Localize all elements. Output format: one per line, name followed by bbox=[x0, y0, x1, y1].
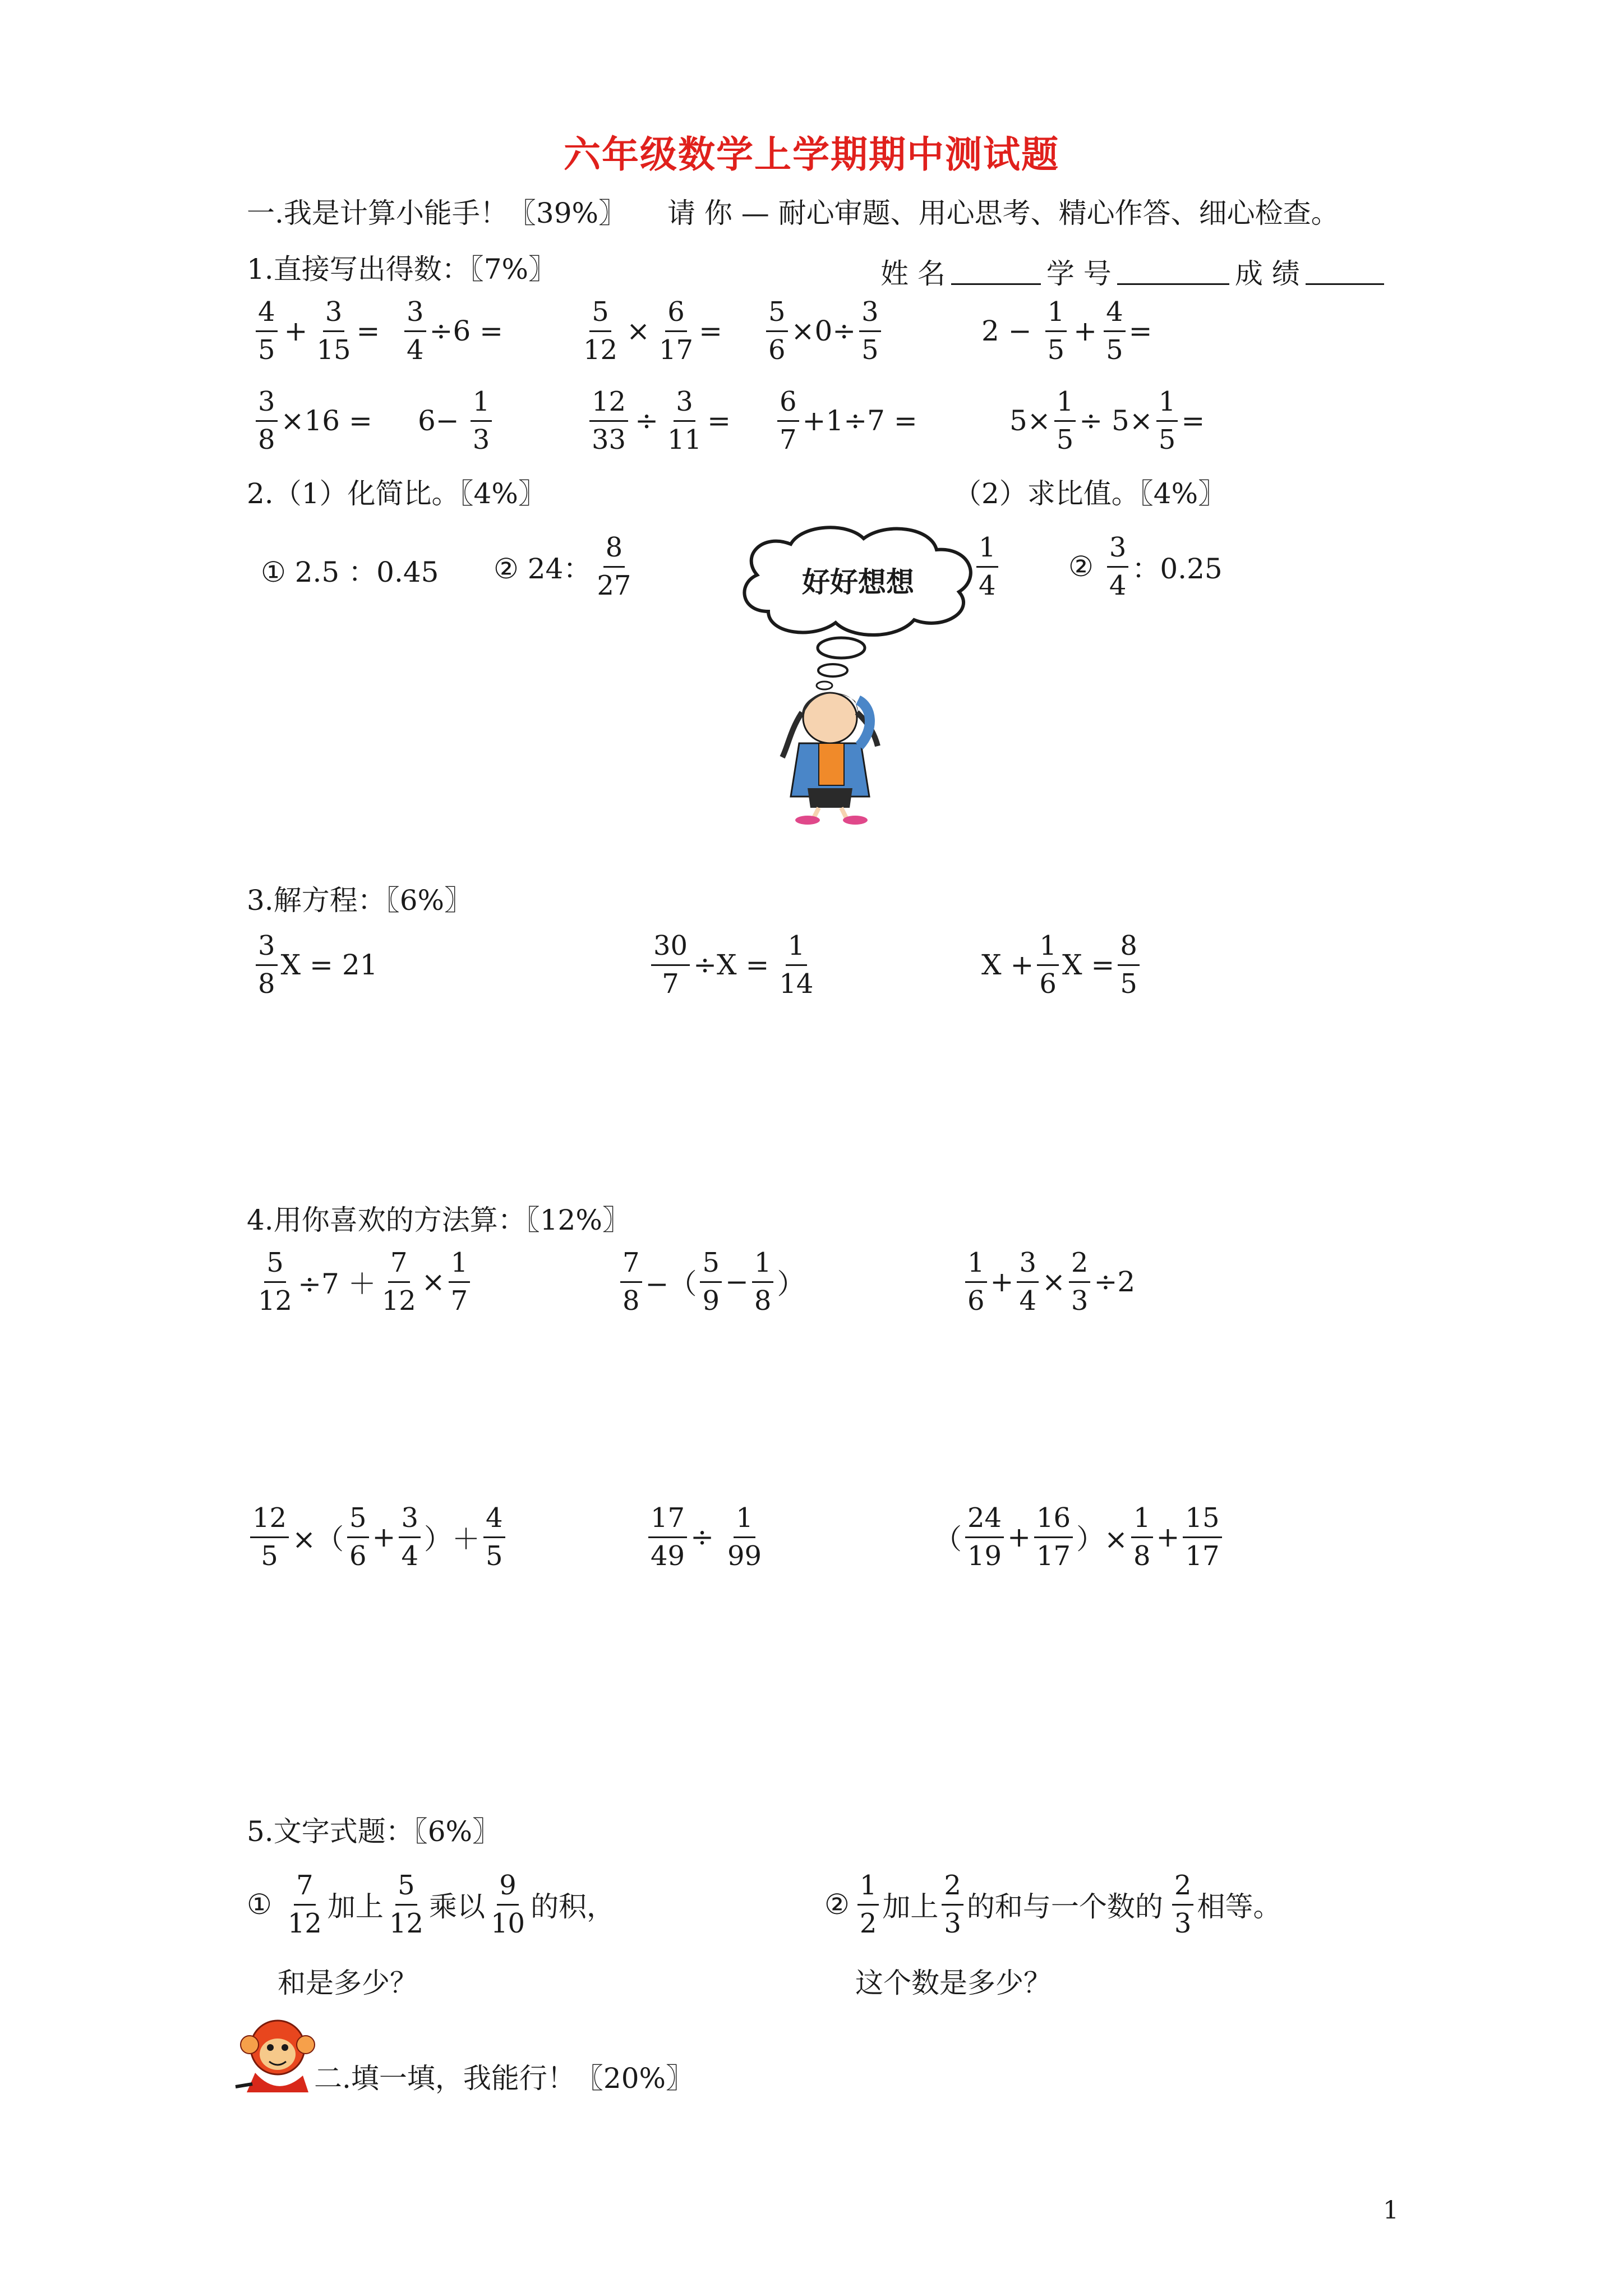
q5-w2-question: 这个数是多少？ bbox=[855, 1967, 1052, 1999]
q1-eq5 bbox=[981, 297, 1152, 365]
score-label: 成 绩 bbox=[1234, 257, 1300, 290]
numerator: 3 bbox=[1017, 1248, 1039, 1283]
expression-text: ÷ 5× bbox=[1079, 404, 1153, 438]
q4-p2 bbox=[617, 1248, 805, 1316]
expression-text: ① bbox=[247, 1888, 272, 1921]
q1-eq3 bbox=[578, 297, 722, 365]
q1-eq2 bbox=[401, 297, 503, 365]
denominator: 6 bbox=[768, 334, 786, 366]
fraction bbox=[857, 1871, 879, 1939]
numerator: 3 bbox=[674, 387, 695, 422]
fraction bbox=[1104, 297, 1126, 365]
numerator: 1 bbox=[449, 1248, 471, 1283]
fraction bbox=[965, 1248, 987, 1316]
denominator: 2 bbox=[859, 1907, 877, 1939]
denominator: 4 bbox=[401, 1540, 418, 1572]
denominator: 5 bbox=[861, 334, 879, 366]
numerator: 1 bbox=[786, 931, 808, 966]
fraction bbox=[752, 1248, 774, 1316]
q1-eq1 bbox=[252, 297, 380, 365]
fraction bbox=[1172, 1871, 1194, 1939]
denominator: 7 bbox=[780, 424, 797, 455]
denominator: 10 bbox=[490, 1907, 525, 1939]
fraction bbox=[404, 297, 426, 365]
monkey-mascot-icon bbox=[230, 2014, 325, 2098]
denominator: 8 bbox=[258, 424, 275, 455]
fraction bbox=[594, 533, 633, 601]
fraction bbox=[648, 1503, 687, 1571]
q1-eq7 bbox=[418, 387, 495, 455]
expression-text: 相等。 bbox=[1197, 1890, 1281, 1924]
numerator: 9 bbox=[497, 1871, 519, 1906]
q3-heading: 3.解方程：〖6%〗 bbox=[247, 884, 473, 917]
q1-eq10 bbox=[1009, 387, 1205, 455]
q1-eq4 bbox=[763, 297, 884, 365]
numerator: 24 bbox=[965, 1503, 1004, 1538]
fraction bbox=[942, 1871, 963, 1939]
fraction bbox=[380, 1248, 418, 1316]
denominator: 17 bbox=[1185, 1540, 1220, 1572]
fraction bbox=[399, 1503, 421, 1571]
expression-text: X + bbox=[981, 949, 1034, 982]
numerator: 1 bbox=[1054, 387, 1076, 422]
numerator: 4 bbox=[256, 297, 278, 332]
fraction bbox=[777, 931, 815, 999]
numerator: 3 bbox=[256, 387, 278, 422]
q4-p5 bbox=[645, 1503, 767, 1571]
expression-text: = bbox=[1128, 315, 1152, 348]
expression-text: + bbox=[990, 1266, 1014, 1299]
denominator: 12 bbox=[287, 1907, 322, 1939]
expression-text: = bbox=[356, 315, 380, 348]
numerator: 1 bbox=[857, 1871, 879, 1906]
q5-w2 bbox=[824, 1871, 1281, 1939]
numerator: 7 bbox=[388, 1248, 410, 1283]
denominator: 3 bbox=[944, 1907, 961, 1939]
numerator: 2 bbox=[1172, 1871, 1194, 1906]
expression-text: = bbox=[707, 404, 731, 438]
denominator: 4 bbox=[1109, 569, 1127, 601]
denominator: 49 bbox=[651, 1540, 685, 1572]
denominator: 4 bbox=[979, 569, 996, 601]
expression-text: ② 24： bbox=[494, 553, 592, 586]
denominator: 5 bbox=[1120, 968, 1137, 1000]
motto-text: 请 你 — 耐心审题、用心思考、精心作答、细心检查。 bbox=[667, 197, 1339, 229]
q4-heading: 4.用你喜欢的方法算：〖12%〗 bbox=[247, 1204, 630, 1236]
fraction bbox=[1118, 931, 1140, 999]
numerator: 3 bbox=[859, 297, 881, 332]
expression-text: = bbox=[1181, 404, 1205, 438]
q4-p3 bbox=[962, 1248, 1135, 1316]
section2-heading: 二.填一填，我能行！〖20%〗 bbox=[314, 2062, 694, 2095]
q4-p6 bbox=[934, 1503, 1225, 1571]
q5-w1 bbox=[247, 1871, 615, 1939]
denominator: 8 bbox=[258, 968, 275, 1000]
fraction bbox=[449, 1248, 471, 1316]
q3-e3 bbox=[981, 931, 1143, 999]
expression-text: −（ bbox=[645, 1268, 697, 1301]
denominator: 8 bbox=[1133, 1540, 1151, 1572]
name-blank[interactable] bbox=[951, 259, 1041, 285]
numerator: 1 bbox=[734, 1503, 755, 1538]
fraction bbox=[1054, 387, 1076, 455]
numerator: 2 bbox=[942, 1871, 963, 1906]
numerator: 7 bbox=[620, 1248, 642, 1283]
numerator: 3 bbox=[399, 1503, 421, 1538]
expression-text: + bbox=[372, 1521, 396, 1554]
numerator: 4 bbox=[483, 1503, 505, 1538]
expression-text: 6− bbox=[418, 404, 459, 438]
q2-a2 bbox=[494, 533, 637, 601]
expression-text: +1÷7 = bbox=[802, 404, 917, 438]
q5-heading: 5.文字式题：〖6%〗 bbox=[247, 1815, 501, 1848]
fraction bbox=[387, 1871, 426, 1939]
denominator: 19 bbox=[967, 1540, 1002, 1572]
denominator: 3 bbox=[1174, 1907, 1192, 1939]
expression-text: ）× bbox=[1076, 1523, 1128, 1556]
denominator: 12 bbox=[583, 334, 618, 366]
numerator: 1 bbox=[471, 387, 492, 422]
numerator: 5 bbox=[395, 1871, 417, 1906]
denominator: 5 bbox=[1106, 334, 1123, 366]
expression-text: 加上 bbox=[882, 1890, 939, 1924]
numerator: 1 bbox=[1045, 297, 1067, 332]
fraction bbox=[1037, 931, 1059, 999]
bubble-dot bbox=[817, 682, 832, 689]
q4-p4 bbox=[247, 1503, 509, 1571]
expression-text: ×16 = bbox=[280, 404, 372, 438]
numerator: 12 bbox=[250, 1503, 289, 1538]
denominator: 5 bbox=[1158, 424, 1176, 455]
expression-text: 2 − bbox=[981, 315, 1032, 348]
denominator: 7 bbox=[450, 1285, 468, 1317]
q2-b2 bbox=[1068, 533, 1223, 601]
expression-text: + bbox=[1156, 1521, 1180, 1554]
section1-heading: 一.我是计算小能手！〖39%〗 bbox=[247, 197, 627, 229]
denominator: 3 bbox=[472, 424, 490, 455]
expression-text: − bbox=[725, 1266, 749, 1299]
denominator: 27 bbox=[597, 569, 631, 601]
q3-e2 bbox=[648, 931, 819, 999]
denominator: 4 bbox=[1019, 1285, 1036, 1317]
fraction bbox=[1017, 1248, 1039, 1316]
fraction bbox=[581, 297, 620, 365]
denominator: 7 bbox=[662, 968, 679, 1000]
denominator: 4 bbox=[407, 334, 424, 366]
denominator: 3 bbox=[1071, 1285, 1089, 1317]
numerator: 6 bbox=[777, 387, 799, 422]
numerator: 1 bbox=[1037, 931, 1059, 966]
denominator: 9 bbox=[702, 1285, 720, 1317]
denominator: 5 bbox=[261, 1540, 278, 1572]
fraction bbox=[766, 297, 788, 365]
fraction bbox=[700, 1248, 722, 1316]
fraction bbox=[256, 297, 278, 365]
numerator: 1 bbox=[965, 1248, 987, 1283]
denominator: 5 bbox=[258, 334, 275, 366]
q2-heading-simplify: 2.（1）化简比。〖4%〗 bbox=[247, 477, 546, 510]
expression-text: ÷ bbox=[690, 1521, 714, 1554]
numerator: 1 bbox=[752, 1248, 774, 1283]
denominator: 14 bbox=[779, 968, 814, 1000]
page-title: 六年级数学上学期期中测试题 bbox=[564, 132, 1059, 176]
numerator: 4 bbox=[1104, 297, 1126, 332]
numerator: 5 bbox=[589, 297, 611, 332]
expression-text: × bbox=[1042, 1266, 1066, 1299]
denominator: 17 bbox=[1036, 1540, 1071, 1572]
numerator: 5 bbox=[766, 297, 788, 332]
numerator: 7 bbox=[294, 1871, 316, 1906]
fraction bbox=[471, 387, 492, 455]
denominator: 8 bbox=[623, 1285, 640, 1317]
bubble-text: 好好想想 bbox=[802, 566, 914, 599]
name-label: 姓 名 bbox=[880, 257, 946, 290]
numerator: 3 bbox=[404, 297, 426, 332]
fraction bbox=[859, 297, 881, 365]
expression-text: ÷X = bbox=[693, 949, 769, 982]
expression-text: + bbox=[1007, 1521, 1031, 1554]
expression-text: ÷ bbox=[635, 404, 658, 438]
denominator: 6 bbox=[349, 1540, 367, 1572]
numerator: 1 bbox=[1156, 387, 1178, 422]
fraction bbox=[256, 387, 278, 455]
fraction bbox=[256, 1248, 294, 1316]
bubble-dot bbox=[818, 638, 865, 658]
numerator: 16 bbox=[1034, 1503, 1073, 1538]
q4-p1 bbox=[252, 1248, 473, 1316]
q1-eq6 bbox=[252, 387, 372, 455]
fraction bbox=[1069, 1248, 1091, 1316]
expression-text: × bbox=[421, 1266, 445, 1299]
q3-e1 bbox=[252, 931, 377, 999]
fraction bbox=[620, 1248, 642, 1316]
fraction bbox=[657, 297, 695, 365]
q1-eq9 bbox=[774, 387, 917, 455]
expression-text: ×0÷ bbox=[791, 315, 856, 348]
numerator: 5 bbox=[700, 1248, 722, 1283]
expression-text: ÷6 = bbox=[429, 315, 504, 348]
numerator: 2 bbox=[1069, 1248, 1091, 1283]
fraction bbox=[483, 1503, 505, 1571]
denominator: 12 bbox=[381, 1285, 416, 1317]
numerator: 17 bbox=[648, 1503, 687, 1538]
denominator: 8 bbox=[754, 1285, 772, 1317]
numerator: 1 bbox=[976, 533, 998, 568]
denominator: 11 bbox=[667, 424, 702, 455]
expression-text: ÷2 bbox=[1094, 1266, 1136, 1299]
q1-heading: 1.直接写出得数：〖7%〗 bbox=[247, 253, 557, 286]
numerator: 8 bbox=[603, 533, 625, 568]
expression-text: ：0.25 bbox=[1132, 553, 1223, 586]
expression-text: ×（ bbox=[292, 1523, 344, 1556]
expression-text: ÷7 ＋ bbox=[298, 1268, 376, 1301]
numerator: 3 bbox=[1107, 533, 1129, 568]
fraction bbox=[777, 387, 799, 455]
numerator: 12 bbox=[589, 387, 628, 422]
student-info bbox=[880, 251, 1390, 292]
denominator: 17 bbox=[658, 334, 694, 366]
fraction bbox=[347, 1503, 369, 1571]
fraction bbox=[725, 1503, 764, 1571]
expression-text: 5× bbox=[1009, 404, 1051, 438]
expression-text: （ bbox=[934, 1523, 962, 1556]
girl-figure bbox=[782, 693, 878, 825]
q2-a1: ① 2.5 ：0.45 bbox=[261, 556, 439, 588]
denominator: 5 bbox=[485, 1540, 503, 1572]
denominator: 33 bbox=[592, 424, 626, 455]
id-label: 学 号 bbox=[1046, 257, 1112, 290]
numerator: 5 bbox=[347, 1503, 369, 1538]
fraction bbox=[1183, 1503, 1221, 1571]
expression-text: 加上 bbox=[327, 1890, 384, 1924]
expression-text: 的积， bbox=[531, 1890, 615, 1924]
expression-text: 的和与一个数的 bbox=[966, 1890, 1163, 1924]
numerator: 8 bbox=[1118, 931, 1140, 966]
denominator: 12 bbox=[389, 1907, 423, 1939]
expression-text: X = 21 bbox=[280, 949, 378, 982]
fraction bbox=[1034, 1503, 1073, 1571]
fraction bbox=[965, 1503, 1004, 1571]
girl-thinking-illustration bbox=[729, 522, 998, 825]
expression-text: X = bbox=[1062, 949, 1115, 982]
fraction bbox=[589, 387, 628, 455]
expression-text: ② bbox=[1068, 550, 1094, 583]
bubble-dot bbox=[818, 664, 847, 677]
score-blank[interactable] bbox=[1306, 259, 1384, 285]
fraction bbox=[1131, 1503, 1153, 1571]
denominator: 15 bbox=[316, 334, 351, 366]
numerator: 3 bbox=[323, 297, 345, 332]
expression-text: = bbox=[699, 315, 722, 348]
fraction bbox=[256, 931, 278, 999]
denominator: 6 bbox=[967, 1285, 985, 1317]
fraction bbox=[488, 1871, 527, 1939]
page-number: 1 bbox=[1383, 2196, 1399, 2225]
denominator: 99 bbox=[727, 1540, 762, 1572]
numerator: 3 bbox=[256, 931, 278, 966]
expression-text: ） bbox=[777, 1268, 805, 1301]
q2-heading-ratio: （2）求比值。〖4%〗 bbox=[953, 477, 1227, 510]
denominator: 5 bbox=[1047, 334, 1065, 366]
numerator: 1 bbox=[1131, 1503, 1153, 1538]
q5-w1-question: 和是多少？ bbox=[278, 1967, 418, 1999]
expression-text: ）＋ bbox=[423, 1523, 480, 1556]
expression-text: × bbox=[626, 315, 650, 348]
expression-text: + bbox=[284, 315, 308, 348]
denominator: 6 bbox=[1039, 968, 1057, 1000]
denominator: 12 bbox=[258, 1285, 293, 1317]
fraction bbox=[314, 297, 353, 365]
expression-text: + bbox=[1073, 315, 1098, 348]
fraction bbox=[651, 931, 690, 999]
expression-text: ② bbox=[824, 1888, 850, 1921]
numerator: 15 bbox=[1183, 1503, 1221, 1538]
numerator: 5 bbox=[264, 1248, 286, 1283]
fraction bbox=[1045, 297, 1067, 365]
q1-eq8 bbox=[586, 387, 731, 455]
numerator: 30 bbox=[651, 931, 690, 966]
id-blank[interactable] bbox=[1117, 259, 1229, 285]
numerator: 6 bbox=[665, 297, 687, 332]
expression-text: 乘以 bbox=[428, 1890, 485, 1924]
fraction bbox=[1156, 387, 1178, 455]
fraction bbox=[285, 1871, 324, 1939]
fraction bbox=[665, 387, 704, 455]
fraction bbox=[1107, 533, 1129, 601]
denominator: 5 bbox=[1056, 424, 1074, 455]
fraction bbox=[250, 1503, 289, 1571]
